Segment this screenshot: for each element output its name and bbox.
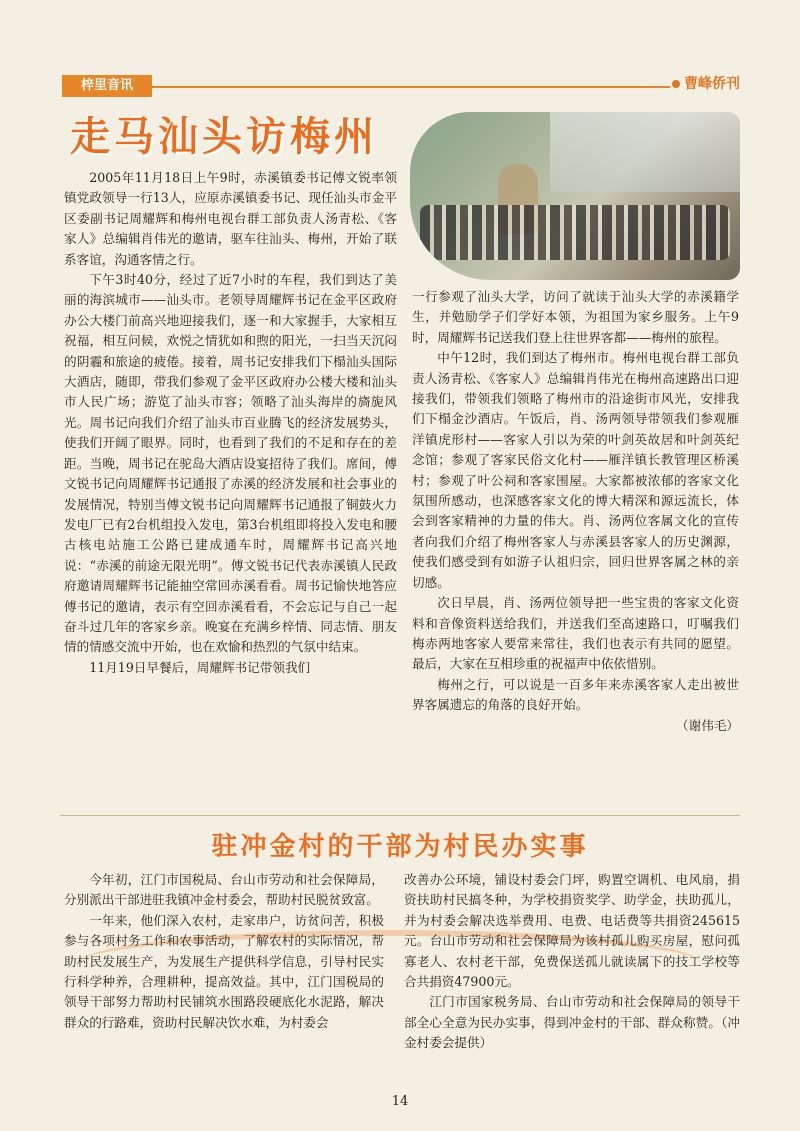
article-column-left	[64, 168, 397, 678]
magazine-name-text: 曹峰侨刊	[684, 76, 740, 92]
section-banner: 梓里音讯	[62, 75, 152, 97]
paragraph: 江门市国家税务局、台山市劳动和社会保障局的领导干部全心全意为民办实事，得到冲金村的干部、群众称赞。（冲金村委会提供）	[404, 994, 740, 1051]
paragraph: 改善办公环境，铺设村委会门坪，购置空调机、电风扇，捐资扶助村民搞冬种，为学校捐资奖学、助学金，扶助孤儿，并为村委会解决选举费用、电费、电话费等共捐资245615元。台山市劳动和社会保障局为该村孤儿购买房屋，慰问孤寡老人、农村老干部，免费保送孤儿就读属下的技工学校等合共捐资47900元。	[404, 872, 740, 990]
page-number: 14	[391, 1094, 409, 1109]
article-divider	[60, 815, 740, 816]
paragraph: 今年初，江门市国税局、台山市劳动和社会保障局，分别派出干部进驻我镇冲金村委会，帮助村民脱贫致富。	[64, 872, 384, 908]
article-title: 驻冲金村的干部为村民办实事	[211, 832, 589, 862]
paragraph: 11月19日早餐后，周耀辉书记带领我们	[89, 659, 311, 675]
paragraph: 次日早晨，肖、汤两位领导把一些宝贵的客家文化资料和音像资料送给我们，并送我们至高速路口，叮嘱我们梅赤两地客家人要常来常往，我们也表示有共同的愿望。最后，大家在互相珍重的祝福声中依依惜别。	[412, 595, 739, 672]
paragraph: 中午12时，我们到达了梅州市。梅州电视台群工部负责人汤青松、《客家人》总编辑肖伟光在梅州高速路出口迎接我们，带领我们领略了梅州市的沿途街市风光，安排我们下榻金沙酒店。午饭后，肖、汤两领导带领我们参观雁洋镇虎形村——客家人引以为荣的叶剑英故居和叶剑英纪念馆；参观了客家民俗文化村——雁洋镇长教管理区桥溪村；参观了叶公祠和客家围屋。大家都被浓郁的客家文化氛围所感动，也深感客家文化的博大精深和源远流长，体会到客家精神的力量的伟大。肖、汤两位客属文化的宣传者向我们介绍了梅州客家人与赤溪县客家人的历史渊源，使我们感受到有如游子认祖归宗，回归世界客属之林的亲切感。	[412, 350, 739, 590]
bullet-icon	[672, 80, 680, 88]
paragraph: 一年来，他们深入农村，走家串户，访贫问苦，积极参与各项村务工作和农事活动，了解农村的实际情况，帮助村民发展生产，为发展生产提供科学信息，引导村民实行科学种养，合理耕种，提高效益。其中，江门国税局的领导干部努力帮助村民铺筑水围路段硬底化水泥路，解决群众的行路难，资助村民解决饮水难，为村委会	[64, 912, 384, 1030]
article-author: （谢伟毛）	[676, 717, 739, 733]
group-photo	[410, 112, 740, 280]
paragraph: 一行参观了汕头大学，访问了就读于汕头大学的赤溪籍学生，并勉励学子们学好本领，为祖国为家乡服务。上午9时，周耀辉书记送我们登上往世界客都——梅州的旅程。	[412, 289, 739, 345]
header-rule	[150, 86, 670, 88]
paragraph: 梅州之行，可以说是一百多年来赤溪客家人走出被世界客属遗忘的角落的良好开始。	[412, 676, 739, 713]
article-column-left	[64, 870, 384, 1033]
paragraph: 下午3时40分，经过了近7小时的车程，我们到达了美丽的海滨城市——汕头市。老领导周耀辉书记在金平区政府办公大楼门前高兴地迎接我们，逐一和大家握手，大家相互祝福，相互问候，欢悦之情犹如和煦的阳光，一扫当天沉闷的阴霾和旅途的疲倦。接着，周书记安排我们下榻汕头国际大酒店，随即，带我们参观了金平区政府办公楼大楼和汕头市人民广场；游览了汕头市容；领略了汕头海岸的旖旎风光。周书记向我们介绍了汕头市百业腾飞的经济发展势头，使我们开阔了眼界。同时，也看到了我们的不足和存在的差距。当晚，周书记在驼岛大酒店设宴招待了我们。席间，傅文锐书记向周耀辉书记通报了赤溪的经济发展和社会事业的发展情况，特别当傅文锐书记向周耀辉书记通报了铜鼓火力发电厂已有2台机组投入发电，第3台机组即将投入发电和腰古核电站施工公路已建成通车时，周耀辉书记高兴地说：“赤溪的前途无限光明”。傅文锐书记代表赤溪镇人民政府邀请周耀辉书记能抽空常回赤溪看看。周书记愉快地答应傅书记的邀请，表示有空回赤溪看看，不会忘记与自己一起奋斗过几年的客家乡亲。晚宴在充满乡梓情、同志情、朋友情的情感交流中开始，也在欢愉和热烈的气氛中结束。	[64, 272, 397, 655]
photo-people	[420, 205, 730, 260]
paragraph: 2005年11月18日上午9时，赤溪镇委书记傅文锐率领镇党政领导一行13人，应原赤溪镇委书记、现任汕头市金平区委副书记周耀辉和梅州电视台群工部负责人汤青松、《客家人》总编辑肖伟光的邀请，驱车往汕头、梅州，开始了联系客谊，沟通客情之行。	[64, 170, 397, 267]
article-title: 走马汕头访梅州	[70, 114, 378, 160]
photo-sky	[550, 112, 740, 192]
article-column-right	[404, 870, 740, 1054]
article-column-right	[412, 287, 739, 736]
magazine-name	[640, 73, 740, 95]
